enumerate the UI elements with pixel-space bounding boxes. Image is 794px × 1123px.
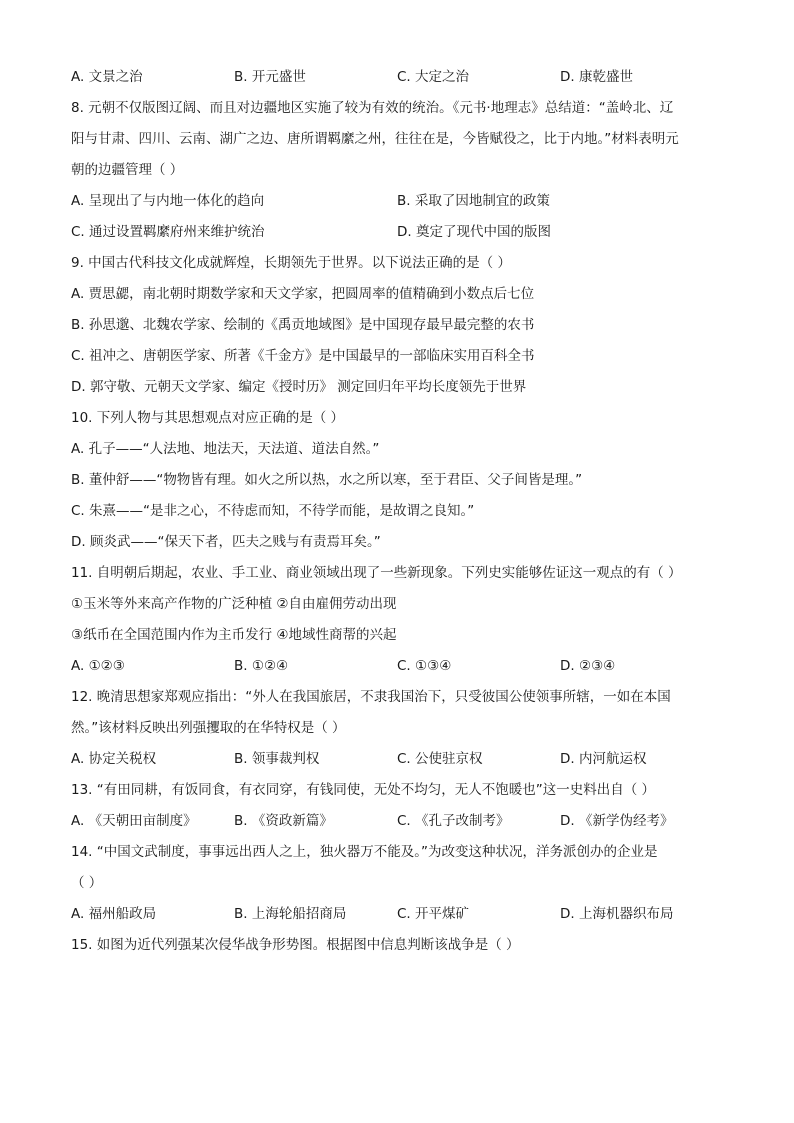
q13-options — [71, 806, 726, 837]
q14-stem-line-1: 14. “中国文武制度，事事远出西人之上，独火器万不能及。”为改变这种状况，洋务派创办的企业是 — [71, 844, 658, 860]
q11-stem: 11. 自明朝后期起，农业、手工业、商业领域出现了一些新现象。下列史实能够佐证这一观点的有（ ） — [71, 565, 682, 581]
q11-option-c[interactable]: C. ①③④ — [397, 658, 452, 674]
q8-stem-line-1: 8. 元朝不仅版图辽阔、而且对边疆地区实施了较为有效的统治。《元书·地理志》总结道：“盖岭北、辽 — [71, 100, 674, 116]
q8-option-d[interactable]: D. 奠定了现代中国的版图 — [397, 224, 551, 240]
q9-option-a[interactable]: A. 贾思勰，南北朝时期数学家和天文学家，把圆周率的值精确到小数点后七位 — [71, 286, 535, 302]
q14-option-b[interactable]: B. 上海轮船招商局 — [234, 906, 347, 922]
q13-option-d[interactable]: D. 《新学伪经考》 — [560, 813, 674, 829]
q11-option-a[interactable]: A. ①②③ — [71, 658, 125, 674]
q11-option-d[interactable]: D. ②③④ — [560, 658, 616, 674]
q13-option-a[interactable]: A. 《天朝田亩制度》 — [71, 813, 197, 829]
q7-option-c[interactable]: C. 大定之治 — [397, 69, 470, 85]
q13-stem: 13. “有田同耕，有饭同食，有衣同穿，有钱同使，无处不均匀，无人不饱暖也”这一史料出自（ ） — [71, 782, 656, 798]
q9-stem: 9. 中国古代科技文化成就辉煌，长期领先于世界。以下说法正确的是（ ） — [71, 255, 511, 271]
q13-option-c[interactable]: C. 《孔子改制考》 — [397, 813, 510, 829]
q14-option-d[interactable]: D. 上海机器织布局 — [560, 906, 674, 922]
q8-option-b[interactable]: B. 采取了因地制宜的政策 — [397, 193, 550, 209]
q10-option-c[interactable]: C. 朱熹——“是非之心，不待虑而知，不待学而能，是故谓之良知。” — [71, 503, 475, 519]
q7-option-b[interactable]: B. 开元盛世 — [234, 69, 306, 85]
q9-option-c[interactable]: C. 祖冲之、唐朝医学家、所著《千金方》是中国最早的一部临床实用百科全书 — [71, 348, 535, 364]
q7-option-d[interactable]: D. 康乾盛世 — [560, 69, 633, 85]
q11-items-row-1: ①玉米等外来高产作物的广泛种植 ②自由雇佣劳动出现 — [71, 596, 397, 612]
q12-option-a[interactable]: A. 协定关税权 — [71, 751, 157, 767]
q10-option-b[interactable]: B. 董仲舒——“物物皆有理。如火之所以热，水之所以寒，至于君臣、父子间皆是理。” — [71, 472, 583, 488]
q13-option-b[interactable]: B. 《资政新篇》 — [234, 813, 333, 829]
q10-stem: 10. 下列人物与其思想观点对应正确的是（ ） — [71, 410, 345, 426]
q7-option-a[interactable]: A. 文景之治 — [71, 69, 143, 85]
q9-option-b[interactable]: B. 孙思邈、北魏农学家、绘制的《禹贡地域图》是中国现存最早最完整的农书 — [71, 317, 535, 333]
q12-option-b[interactable]: B. 领事裁判权 — [234, 751, 320, 767]
q8-options-row-1 — [71, 186, 726, 217]
q10-option-a[interactable]: A. 孔子——“人法地、地法天，天法道、道法自然。” — [71, 441, 380, 457]
q12-stem-line-1: 12. 晚清思想家郑观应指出：“外人在我国旅居，不隶我国治下，只受彼国公使领事所辖，一如在本国 — [71, 689, 671, 705]
q10-option-d[interactable]: D. 顾炎武——“保天下者，匹夫之贱与有责焉耳矣。” — [71, 534, 381, 550]
q12-stem-line-2: 然。”该材料反映出列强攫取的在华特权是（ ） — [71, 720, 346, 736]
q14-option-a[interactable]: A. 福州船政局 — [71, 906, 157, 922]
q8-stem-line-3: 朝的边疆管理（ ） — [71, 162, 184, 178]
q8-stem-line-2: 阳与甘肃、四川、云南、湖广之边、唐所谓羁縻之州，往往在是，今皆赋役之，比于内地。”材料表明元 — [71, 131, 679, 147]
q8-option-a[interactable]: A. 呈现出了与内地一体化的趋向 — [71, 193, 265, 209]
q11-option-b[interactable]: B. ①②④ — [234, 658, 289, 674]
q7-options — [71, 62, 726, 93]
q14-option-c[interactable]: C. 开平煤矿 — [397, 906, 470, 922]
q14-stem-line-2: （ ） — [71, 875, 103, 891]
q15-stem: 15. 如图为近代列强某次侵华战争形势图。根据图中信息判断该战争是（ ） — [71, 937, 520, 953]
exam-page — [71, 62, 726, 961]
q11-options — [71, 651, 726, 682]
q12-option-c[interactable]: C. 公使驻京权 — [397, 751, 483, 767]
q8-option-c[interactable]: C. 通过设置羁縻府州来维护统治 — [71, 224, 265, 240]
q11-items-row-2: ③纸币在全国范围内作为主币发行 ④地域性商帮的兴起 — [71, 627, 397, 643]
q9-option-d[interactable]: D. 郭守敬、元朝天文学家、编定《授时历》 测定回归年平均长度领先于世界 — [71, 379, 527, 395]
q8-options-row-2 — [71, 217, 726, 248]
q14-options — [71, 899, 726, 930]
q12-option-d[interactable]: D. 内河航运权 — [560, 751, 647, 767]
q12-options — [71, 744, 726, 775]
